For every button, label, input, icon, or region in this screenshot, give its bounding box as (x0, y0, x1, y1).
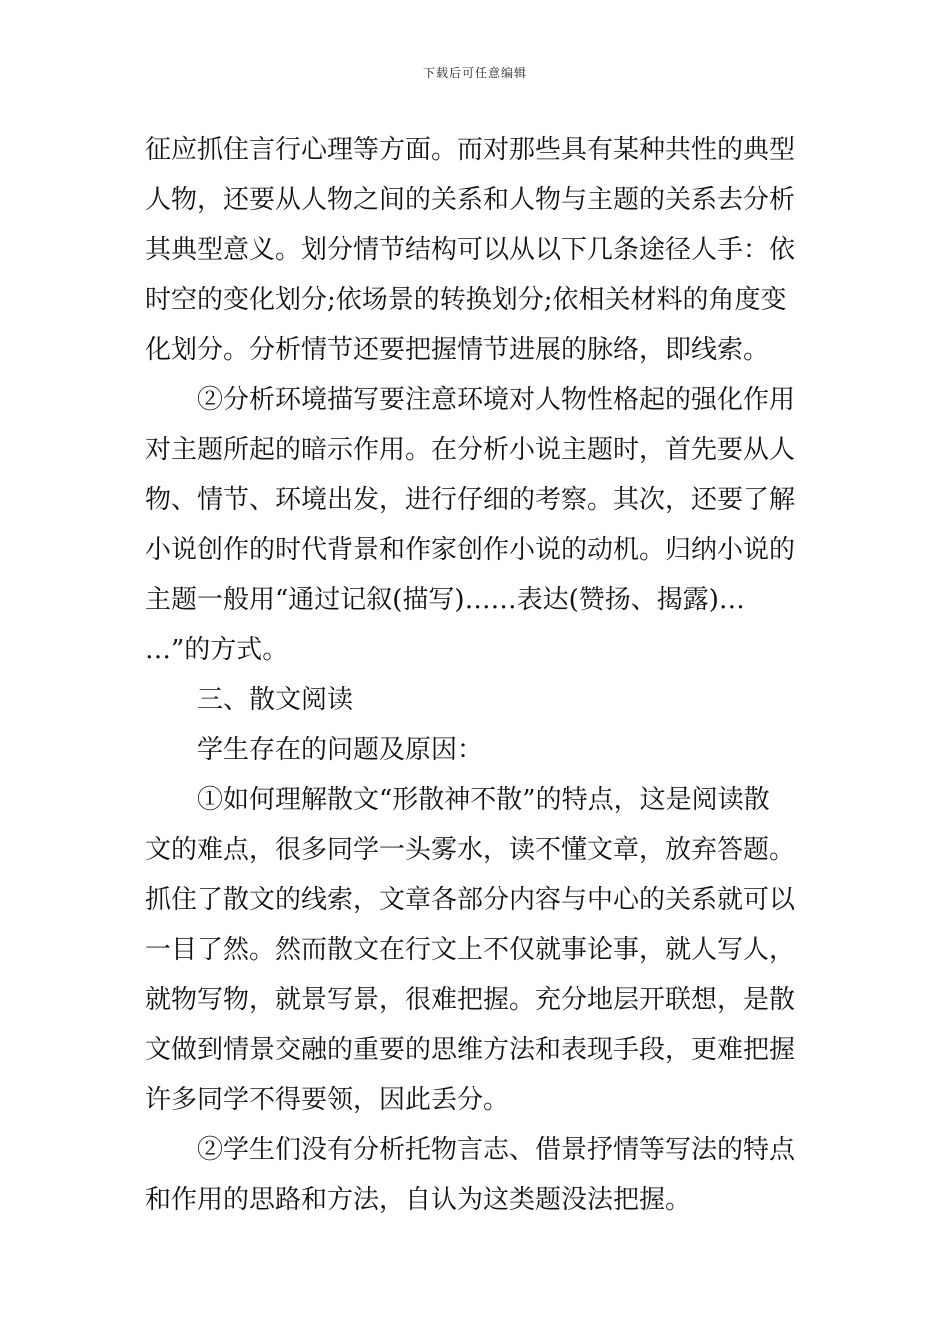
text-line: ②分析环境描写要注意环境对人物性格起的强化作用 (197, 385, 796, 415)
subheading: 学生存在的问题及原因： (197, 735, 484, 765)
text-line: 和作用的思路和方法，自认为这类题没法把握。 (145, 1185, 692, 1215)
text-line: …”的方式。 (145, 635, 289, 665)
text-line: 许多同学不得要领，因此丢分。 (145, 1085, 510, 1115)
text-line: ①如何理解散文“形散神不散”的特点，这是阅读散 (197, 785, 770, 815)
text-line: 文的难点，很多同学一头雾水，读不懂文章，放弃答题。 (145, 835, 796, 865)
text-line: 小说创作的时代背景和作家创作小说的动机。归纳小说的 (145, 535, 796, 565)
text-line: 时空的变化划分;依场景的转换划分;依相关材料的角度变 (145, 285, 787, 315)
text-line: 征应抓住言行心理等方面。而对那些具有某种共性的典型 (145, 135, 796, 165)
page-header: 下载后可任意编辑 (422, 66, 527, 80)
text-line: 一目了然。然而散文在行文上不仅就事论事，就人写人， (145, 935, 796, 965)
text-line: 抓住了散文的线索，文章各部分内容与中心的关系就可以 (145, 885, 796, 915)
text-line: 文做到情景交融的重要的思维方法和表现手段，更难把握 (145, 1035, 796, 1065)
section-heading: 三、散文阅读 (197, 685, 354, 715)
text-line: 化划分。分析情节还要把握情节进展的脉络，即线索。 (145, 335, 770, 365)
text-line: 主题一般用“通过记叙(描写)……表达(赞扬、揭露)… (145, 585, 745, 615)
text-line: 其典型意义。划分情节结构可以从以下几条途径人手：依 (145, 235, 796, 265)
text-line: ②学生们没有分析托物言志、借景抒情等写法的特点 (197, 1135, 796, 1165)
text-line: 对主题所起的暗示作用。在分析小说主题时，首先要从人 (145, 435, 796, 465)
text-line: 就物写物，就景写景，很难把握。充分地层开联想，是散 (145, 985, 796, 1015)
text-line: 人物，还要从人物之间的关系和人物与主题的关系去分析 (145, 185, 796, 215)
text-line: 物、情节、环境出发，进行仔细的考察。其次，还要了解 (145, 485, 796, 515)
